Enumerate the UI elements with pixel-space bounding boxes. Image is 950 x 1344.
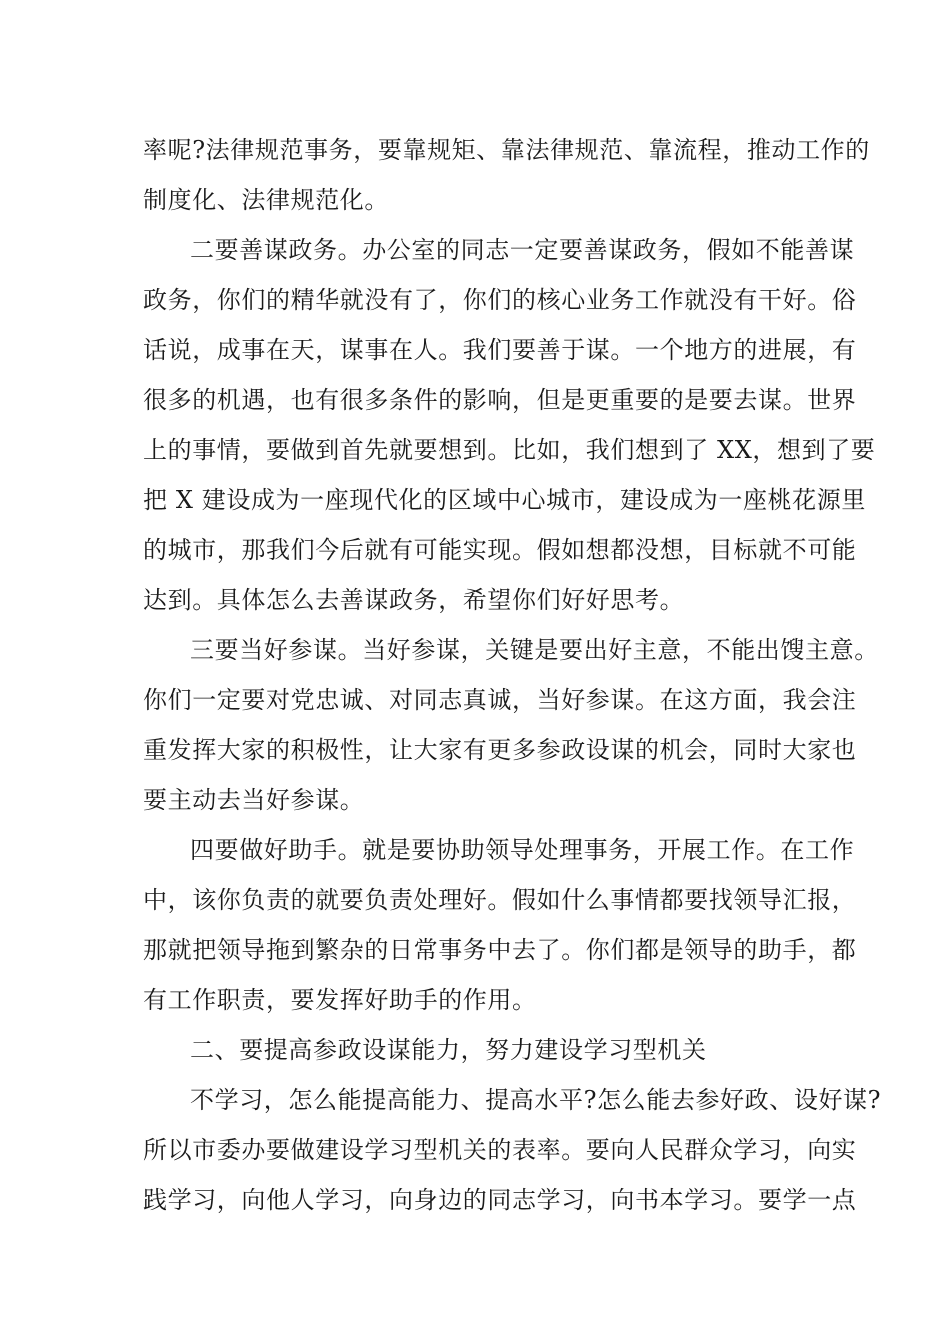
text-line: 中，该你负责的就要负责处理好。假如什么事情都要找领导汇报， bbox=[143, 886, 857, 914]
text-line: 上的事情，要做到首先就要想到。比如，我们想到了 XX，想到了要 bbox=[143, 436, 876, 464]
text-line: 有工作职责，要发挥好助手的作用。 bbox=[143, 986, 537, 1014]
text-line: 率呢?法律规范事务，要靠规矩、靠法律规范、靠流程，推动工作的 bbox=[143, 136, 870, 164]
text-line: 的城市，那我们今后就有可能实现。假如想都没想，目标就不可能 bbox=[143, 536, 857, 564]
paragraph-start-line: 四要做好助手。就是要协助领导处理事务，开展工作。在工作 bbox=[190, 836, 855, 864]
text-line: 所以市委办要做建设学习型机关的表率。要向人民群众学习，向实 bbox=[143, 1136, 857, 1164]
text-line: 政务，你们的精华就没有了，你们的核心业务工作就没有干好。俗 bbox=[143, 286, 857, 314]
section-heading: 二、要提高参政设谋能力，努力建设学习型机关 bbox=[190, 1036, 707, 1064]
paragraph-start-line: 不学习，怎么能提高能力、提高水平?怎么能去参好政、设好谋? bbox=[190, 1086, 882, 1114]
text-line: 制度化、法律规范化。 bbox=[143, 186, 389, 214]
text-line: 把 X 建设成为一座现代化的区域中心城市，建设成为一座桃花源里 bbox=[143, 486, 866, 514]
text-line: 那就把领导拖到繁杂的日常事务中去了。你们都是领导的助手，都 bbox=[143, 936, 857, 964]
paragraph-start-line: 二要善谋政务。办公室的同志一定要善谋政务，假如不能善谋 bbox=[190, 236, 855, 264]
text-line: 重发挥大家的积极性，让大家有更多参政设谋的机会，同时大家也 bbox=[143, 736, 857, 764]
text-line: 要主动去当好参谋。 bbox=[143, 786, 365, 814]
text-line: 很多的机遇，也有很多条件的影响，但是更重要的是要去谋。世界 bbox=[143, 386, 857, 414]
text-line: 达到。具体怎么去善谋政务，希望你们好好思考。 bbox=[143, 586, 685, 614]
text-line: 你们一定要对党忠诚、对同志真诚，当好参谋。在这方面，我会注 bbox=[143, 686, 857, 714]
paragraph-start-line: 三要当好参谋。当好参谋，关键是要出好主意，不能出馊主意。 bbox=[190, 636, 879, 664]
text-line: 践学习，向他人学习，向身边的同志学习，向书本学习。要学一点 bbox=[143, 1186, 857, 1214]
text-line: 话说，成事在天，谋事在人。我们要善于谋。一个地方的进展，有 bbox=[143, 336, 857, 364]
